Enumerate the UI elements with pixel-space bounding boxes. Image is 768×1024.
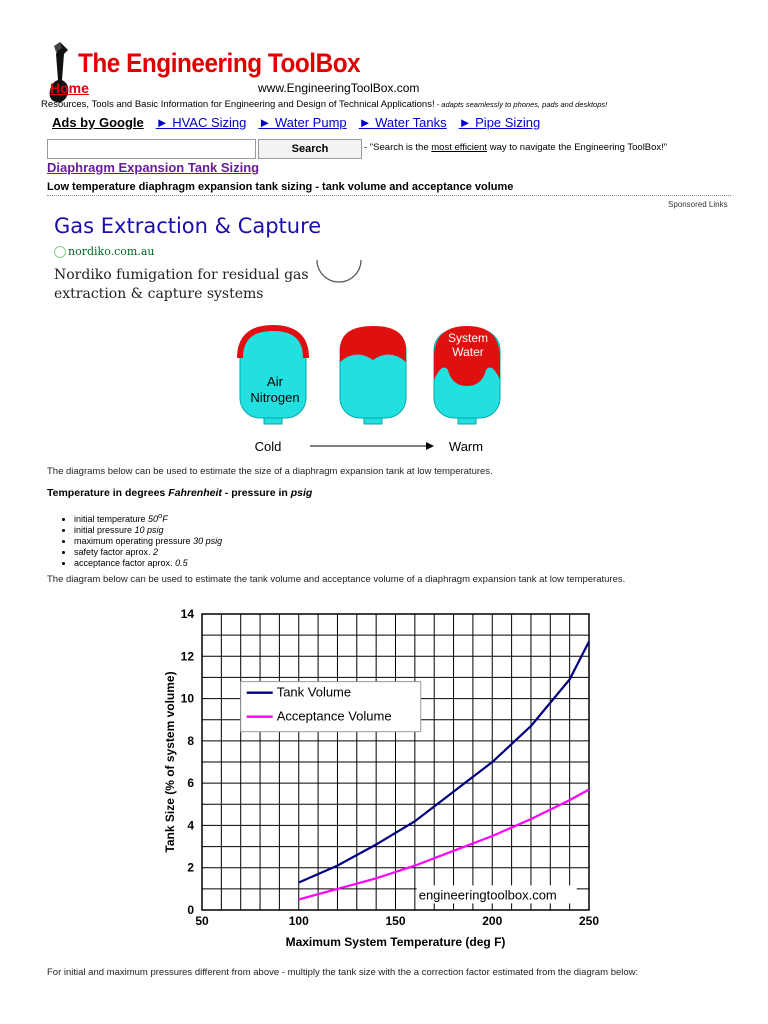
- label-water: Water: [452, 345, 484, 359]
- y-tick-label: 4: [187, 818, 194, 833]
- tagline-text: Resources, Tools and Basic Information for Engineering and Design of Technical Applications!: [41, 99, 435, 110]
- search-note-emph: most efficient: [431, 142, 488, 153]
- bullet-label: initial temperature: [74, 514, 149, 524]
- bullet-value: 30 psig: [193, 536, 223, 546]
- search-note: [364, 142, 667, 153]
- tank-size-chart: [158, 600, 608, 955]
- ad-arrow-icon[interactable]: [314, 252, 364, 288]
- home-link[interactable]: Home: [50, 80, 89, 96]
- tank-mid-icon: [340, 326, 406, 424]
- label-air: Air: [267, 374, 283, 389]
- bullet-value: 2: [153, 547, 159, 557]
- list-item: [74, 510, 222, 525]
- label-cold: Cold: [254, 439, 282, 454]
- site-url: www.EngineeringToolBox.com: [258, 81, 420, 95]
- units-c: - pressure in: [221, 487, 291, 499]
- ad-text[interactable]: Nordiko fumigation for residual gas extraction & capture systems: [54, 267, 309, 302]
- list-item: [74, 547, 222, 558]
- globe-icon: [54, 246, 66, 258]
- ad-url[interactable]: nordiko.com.au: [68, 245, 155, 258]
- y-tick-label: 14: [180, 607, 194, 621]
- top-nav: [52, 115, 540, 130]
- legend-label: Acceptance Volume: [276, 708, 392, 724]
- y-axis-label: Tank Size (% of system volume): [163, 671, 177, 853]
- x-tick-label: 200: [482, 914, 503, 928]
- x-tick-label: 150: [385, 914, 406, 928]
- y-tick-label: 10: [180, 691, 194, 706]
- parameter-list: [60, 510, 222, 569]
- y-tick-label: 8: [187, 733, 194, 748]
- legend-label: Tank Volume: [276, 684, 352, 700]
- x-tick-label: 100: [288, 914, 309, 928]
- bullet-unit: F: [162, 514, 168, 524]
- series-line-acceptance-volume: [299, 790, 589, 903]
- y-tick-label: 0: [187, 903, 194, 917]
- label-nitrogen: Nitrogen: [250, 390, 300, 405]
- expansion-tank-diagram: [230, 318, 520, 460]
- bullet-value: 10 psig: [134, 525, 164, 535]
- bullet-label: safety factor aprox.: [74, 547, 154, 557]
- guitar-logo-icon: [46, 40, 78, 106]
- tagline-note: - adapts seamlessly to phones, pads and desktops!: [434, 100, 608, 109]
- list-item: [74, 525, 222, 536]
- list-item: [74, 558, 222, 569]
- bullet-label: acceptance factor aprox.: [74, 558, 176, 568]
- chart-watermark: engineeringtoolbox.com: [418, 887, 557, 903]
- search-note-post: way to navigate the Engineering ToolBox!": [487, 142, 668, 153]
- bullet-label: initial pressure: [74, 525, 135, 535]
- label-system: System: [447, 331, 489, 345]
- arrow-head-icon: [426, 442, 434, 450]
- chart-intro-paragraph: The diagram below can be used to estimate the tank volume and acceptance volume of a diaphragm expansion tank at low temperatures.: [47, 574, 626, 585]
- sponsored-links-label: Sponsored Links: [668, 200, 728, 209]
- page-title[interactable]: Diaphragm Expansion Tank Sizing: [47, 160, 260, 175]
- y-tick-label: 2: [187, 860, 194, 875]
- x-tick-label: 50: [195, 914, 209, 928]
- bullet-label: maximum operating pressure: [74, 536, 194, 546]
- units-b: Fahrenheit: [168, 487, 222, 499]
- search-input[interactable]: [47, 139, 256, 159]
- ad-title-link[interactable]: Gas Extraction & Capture: [54, 214, 322, 238]
- tagline: [41, 99, 607, 110]
- units-heading: [47, 487, 312, 499]
- units-a: Temperature in degrees: [47, 487, 169, 499]
- list-item: [74, 536, 222, 547]
- search-note-pre: - "Search is the: [364, 142, 432, 153]
- search-button[interactable]: Search: [258, 139, 362, 159]
- y-tick-label: 12: [180, 649, 194, 664]
- units-d: psig: [290, 487, 313, 499]
- site-title[interactable]: The Engineering ToolBox: [78, 48, 361, 78]
- bullet-value: 50: [148, 514, 159, 524]
- y-tick-label: 6: [187, 776, 194, 791]
- divider: [47, 195, 731, 196]
- label-warm: Warm: [448, 439, 484, 454]
- page-subtitle: Low temperature diaphragm expansion tank sizing - tank volume and acceptance volume: [47, 181, 514, 193]
- nav-link-pipe-sizing[interactable]: ► Pipe Sizing: [458, 115, 541, 130]
- ads-by-google-link[interactable]: Ads by Google: [52, 115, 144, 130]
- x-tick-label: 250: [578, 914, 600, 928]
- bullet-value: 0.5: [175, 558, 188, 568]
- intro-paragraph: The diagrams below can be used to estimate the size of a diaphragm expansion tank at low temperatures.: [47, 466, 493, 477]
- nav-link-water-pump[interactable]: ► Water Pump: [258, 115, 347, 130]
- nav-link-hvac-sizing[interactable]: ► HVAC Sizing: [155, 115, 247, 130]
- nav-link-water-tanks[interactable]: ► Water Tanks: [358, 115, 447, 130]
- x-axis-label: Maximum System Temperature (deg F): [285, 935, 506, 949]
- bullet-sup: o: [158, 511, 163, 520]
- footer-paragraph: For initial and maximum pressures different from above - multiply the tank size with the a correction factor estimated from the diagram below:: [47, 967, 639, 978]
